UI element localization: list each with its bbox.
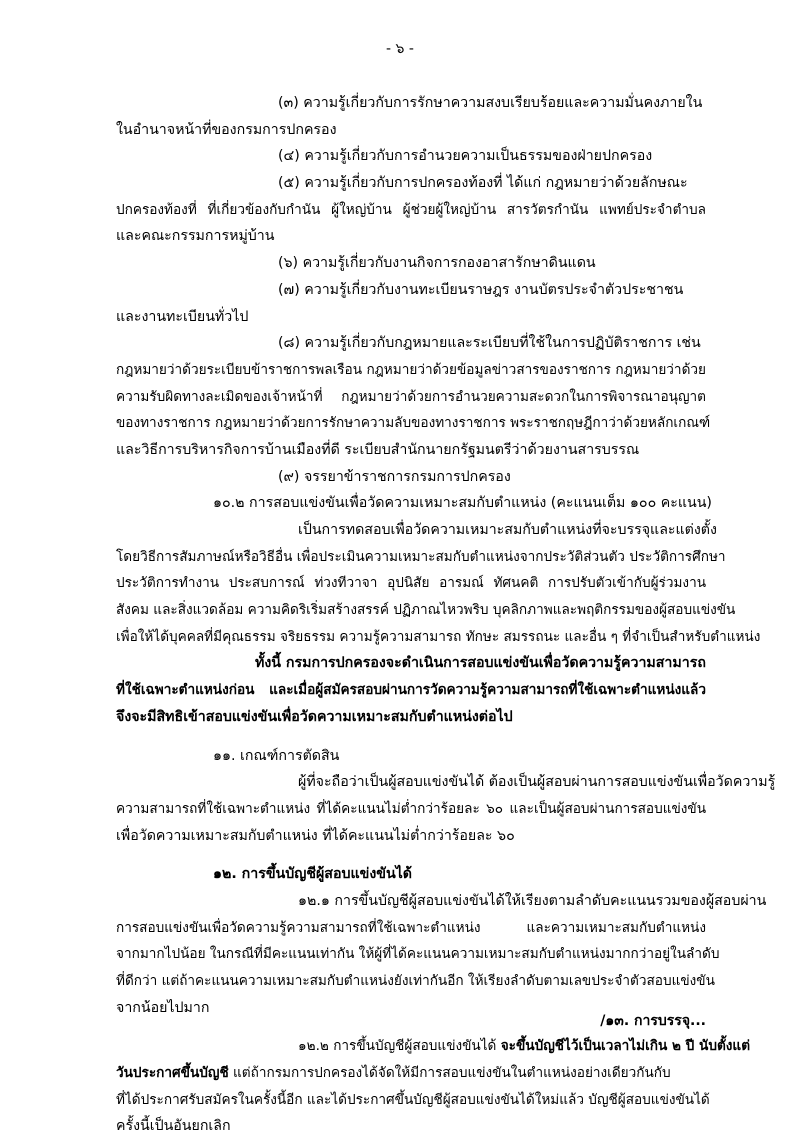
text-line: (๕) ความรู้เกี่ยวกับการปกครองท้องที่ ได้แก่ กฎหมายว่าด้วยลักษณะ	[278, 175, 688, 192]
section-heading: ๑๐.๒ การสอบแข่งขันเพื่อวัดความเหมาะสมกับตำแหน่ง (คะแนนเต็ม ๑๐๐ คะแนน)	[213, 495, 712, 512]
text-line: สังคม และสิ่งแวดล้อม ความคิดริเริ่มสร้างสรรค์ ปฏิภาณไหวพริบ บุคลิกภาพและพฤติกรรมของผู้สอบแข่งขัน	[116, 602, 736, 619]
text-line: เพื่อให้ได้บุคคลที่มีคุณธรรม จริยธรรม ความรู้ความสามารถ ทักษะ สมรรถนะ และอื่น ๆ ที่จำเป็นสำหรับตำแหน่ง	[116, 628, 761, 645]
section-heading: ๑๒. การขึ้นบัญชีผู้สอบแข่งขันได้	[213, 866, 412, 883]
text-line: เพื่อวัดความเหมาะสมกับตำแหน่ง ที่ได้คะแนนไม่ต่ำกว่าร้อยละ ๖๐	[116, 827, 515, 844]
text-line: ครั้งนี้เป็นอันยกเลิก	[116, 1118, 231, 1135]
text-line: ผู้ที่จะถือว่าเป็นผู้สอบแข่งขันได้ ต้องเป็นผู้สอบผ่านการสอบแข่งขันเพื่อวัดความรู้	[298, 774, 776, 791]
text-line: ความสามารถที่ใช้เฉพาะตำแหน่ง ที่ได้คะแนนไม่ต่ำกว่าร้อยละ ๖๐ และเป็นผู้สอบผ่านการสอบแข่งขัน	[116, 800, 706, 817]
bold-text-line: ที่ใช้เฉพาะตำแหน่งก่อน และเมื่อผู้สมัครสอบผ่านการวัดความรู้ความสามารถที่ใช้เฉพาะตำแหน่งแล้ว	[116, 682, 706, 699]
text-line: และวิธีการบริหารกิจการบ้านเมืองที่ดี ระเบียบสำนักนายกรัฐมนตรีว่าด้วยงานสารบรรณ	[116, 441, 640, 458]
text-line: ที่ดีกว่า แต่ถ้าคะแนนความเหมาะสมกับตำแหน่งยังเท่ากันอีก ให้เรียงลำดับตามเลขประจำตัวสอบแข่งขัน	[116, 973, 715, 989]
text-line: ที่ได้ประกาศรับสมัครในครั้งนี้อีก และได้ประกาศขึ้นบัญชีผู้สอบแข่งขันได้ใหม่แล้ว บัญชีผู้สอบแข่งขันได้	[116, 1091, 710, 1108]
page-number: - ๖ -	[386, 41, 414, 57]
text-line: ในอำนาจหน้าที่ของกรมการปกครอง	[116, 121, 337, 138]
text-line: จากน้อยไปมาก	[116, 999, 210, 1016]
text-line: และคณะกรรมการหมู่บ้าน	[116, 228, 275, 245]
text-line: และงานทะเบียนทั่วไป	[116, 308, 249, 325]
text-line: จากมากไปน้อย ในกรณีที่มีคะแนนเท่ากัน ให้ผู้ที่ได้คะแนนความเหมาะสมกับตำแหน่งมากกว่าอยู่ในลำดับ	[116, 946, 720, 963]
bold-text-line: ทั้งนี้ กรมการปกครองจะดำเนินการสอบแข่งขันเพื่อวัดความรู้ความสามารถ	[255, 655, 706, 672]
text-line: กฎหมายว่าด้วยระเบียบข้าราชการพลเรือน กฎหมายว่าด้วยข้อมูลข่าวสารของราชการ กฎหมายว่าด้วย	[116, 361, 706, 378]
text-line: (๘) ความรู้เกี่ยวกับกฎหมายและระเบียบที่ใช้ในการปฏิบัติราชการ เช่น	[278, 335, 701, 352]
text-span: ๑๒.๒ การขึ้นบัญชีผู้สอบแข่งขันได้	[298, 1038, 497, 1055]
text-line	[116, 1033, 751, 1060]
text-line	[116, 1060, 706, 1087]
bold-text-line: จึงจะมีสิทธิเข้าสอบแข่งขันเพื่อวัดความเหมาะสมกับตำแหน่งต่อไป	[116, 708, 513, 725]
text-line: (๗) ความรู้เกี่ยวกับงานทะเบียนราษฎร งานบัตรประจำตัวประชาชน	[278, 281, 684, 298]
text-line: (๖) ความรู้เกี่ยวกับงานกิจการกองอาสารักษาดินแดน	[278, 255, 596, 272]
document-body	[116, 90, 776, 1140]
text-line: เป็นการทดสอบเพื่อวัดความเหมาะสมกับตำแหน่งที่จะบรรจุและแต่งตั้ง	[298, 522, 717, 538]
text-line: ปกครองท้องที่ ที่เกี่ยวข้องกับกำนัน ผู้ใหญ่บ้าน ผู้ช่วยผู้ใหญ่บ้าน สารวัตรกำนัน แพทย์ประจำตำบล	[116, 201, 706, 218]
text-line: ความรับผิดทางละเมิดของเจ้าหน้าที่ กฎหมายว่าด้วยการอำนวยความสะดวกในการพิจารณาอนุญาต	[116, 388, 706, 405]
bold-text-span: จะขึ้นบัญชีไว้เป็นเวลาไม่เกิน ๒ ปี นับตั้งแต่	[500, 1038, 751, 1055]
text-line: ๑๒.๑ การขึ้นบัญชีผู้สอบแข่งขันได้ให้เรียงตามลำดับคะแนนรวมของผู้สอบผ่าน	[298, 892, 767, 909]
text-line: (๙) จรรยาข้าราชการกรมการปกครอง	[278, 468, 511, 485]
bold-text-span: วันประกาศขึ้นบัญชี	[116, 1065, 229, 1082]
text-line: โดยวิธีการสัมภาษณ์หรือวิธีอื่น เพื่อประเมินความเหมาะสมกับตำแหน่งจากประวัติส่วนตัว ประวัติการศึกษา	[116, 548, 726, 565]
text-span: แต่ถ้ากรมการปกครองได้จัดให้มีการสอบแข่งขันในตำแหน่งอย่างเดียวกันกับ	[233, 1065, 671, 1082]
continuation-marker: /๑๓. การบรรจุ...	[600, 1013, 706, 1029]
text-line: (๔) ความรู้เกี่ยวกับการอำนวยความเป็นธรรมของฝ่ายปกครอง	[278, 148, 653, 165]
text-line: การสอบแข่งขันเพื่อวัดความรู้ความสามารถที่ใช้เฉพาะตำแหน่ง และความเหมาะสมกับตำแหน่ง	[116, 919, 706, 936]
section-heading: ๑๑. เกณฑ์การตัดสิน	[213, 747, 340, 764]
text-line: (๓) ความรู้เกี่ยวกับการรักษาความสงบเรียบร้อยและความมั่นคงภายใน	[278, 95, 703, 111]
text-line: ประวัติการทำงาน ประสบการณ์ ท่วงทีวาจา อุปนิสัย อารมณ์ ทัศนคติ การปรับตัวเข้ากับผู้ร่วมงาน	[116, 575, 706, 592]
text-line: ของทางราชการ กฎหมายว่าด้วยการรักษาความลับของทางราชการ พระราชกฤษฎีกาว่าด้วยหลักเกณฑ์	[116, 415, 711, 432]
